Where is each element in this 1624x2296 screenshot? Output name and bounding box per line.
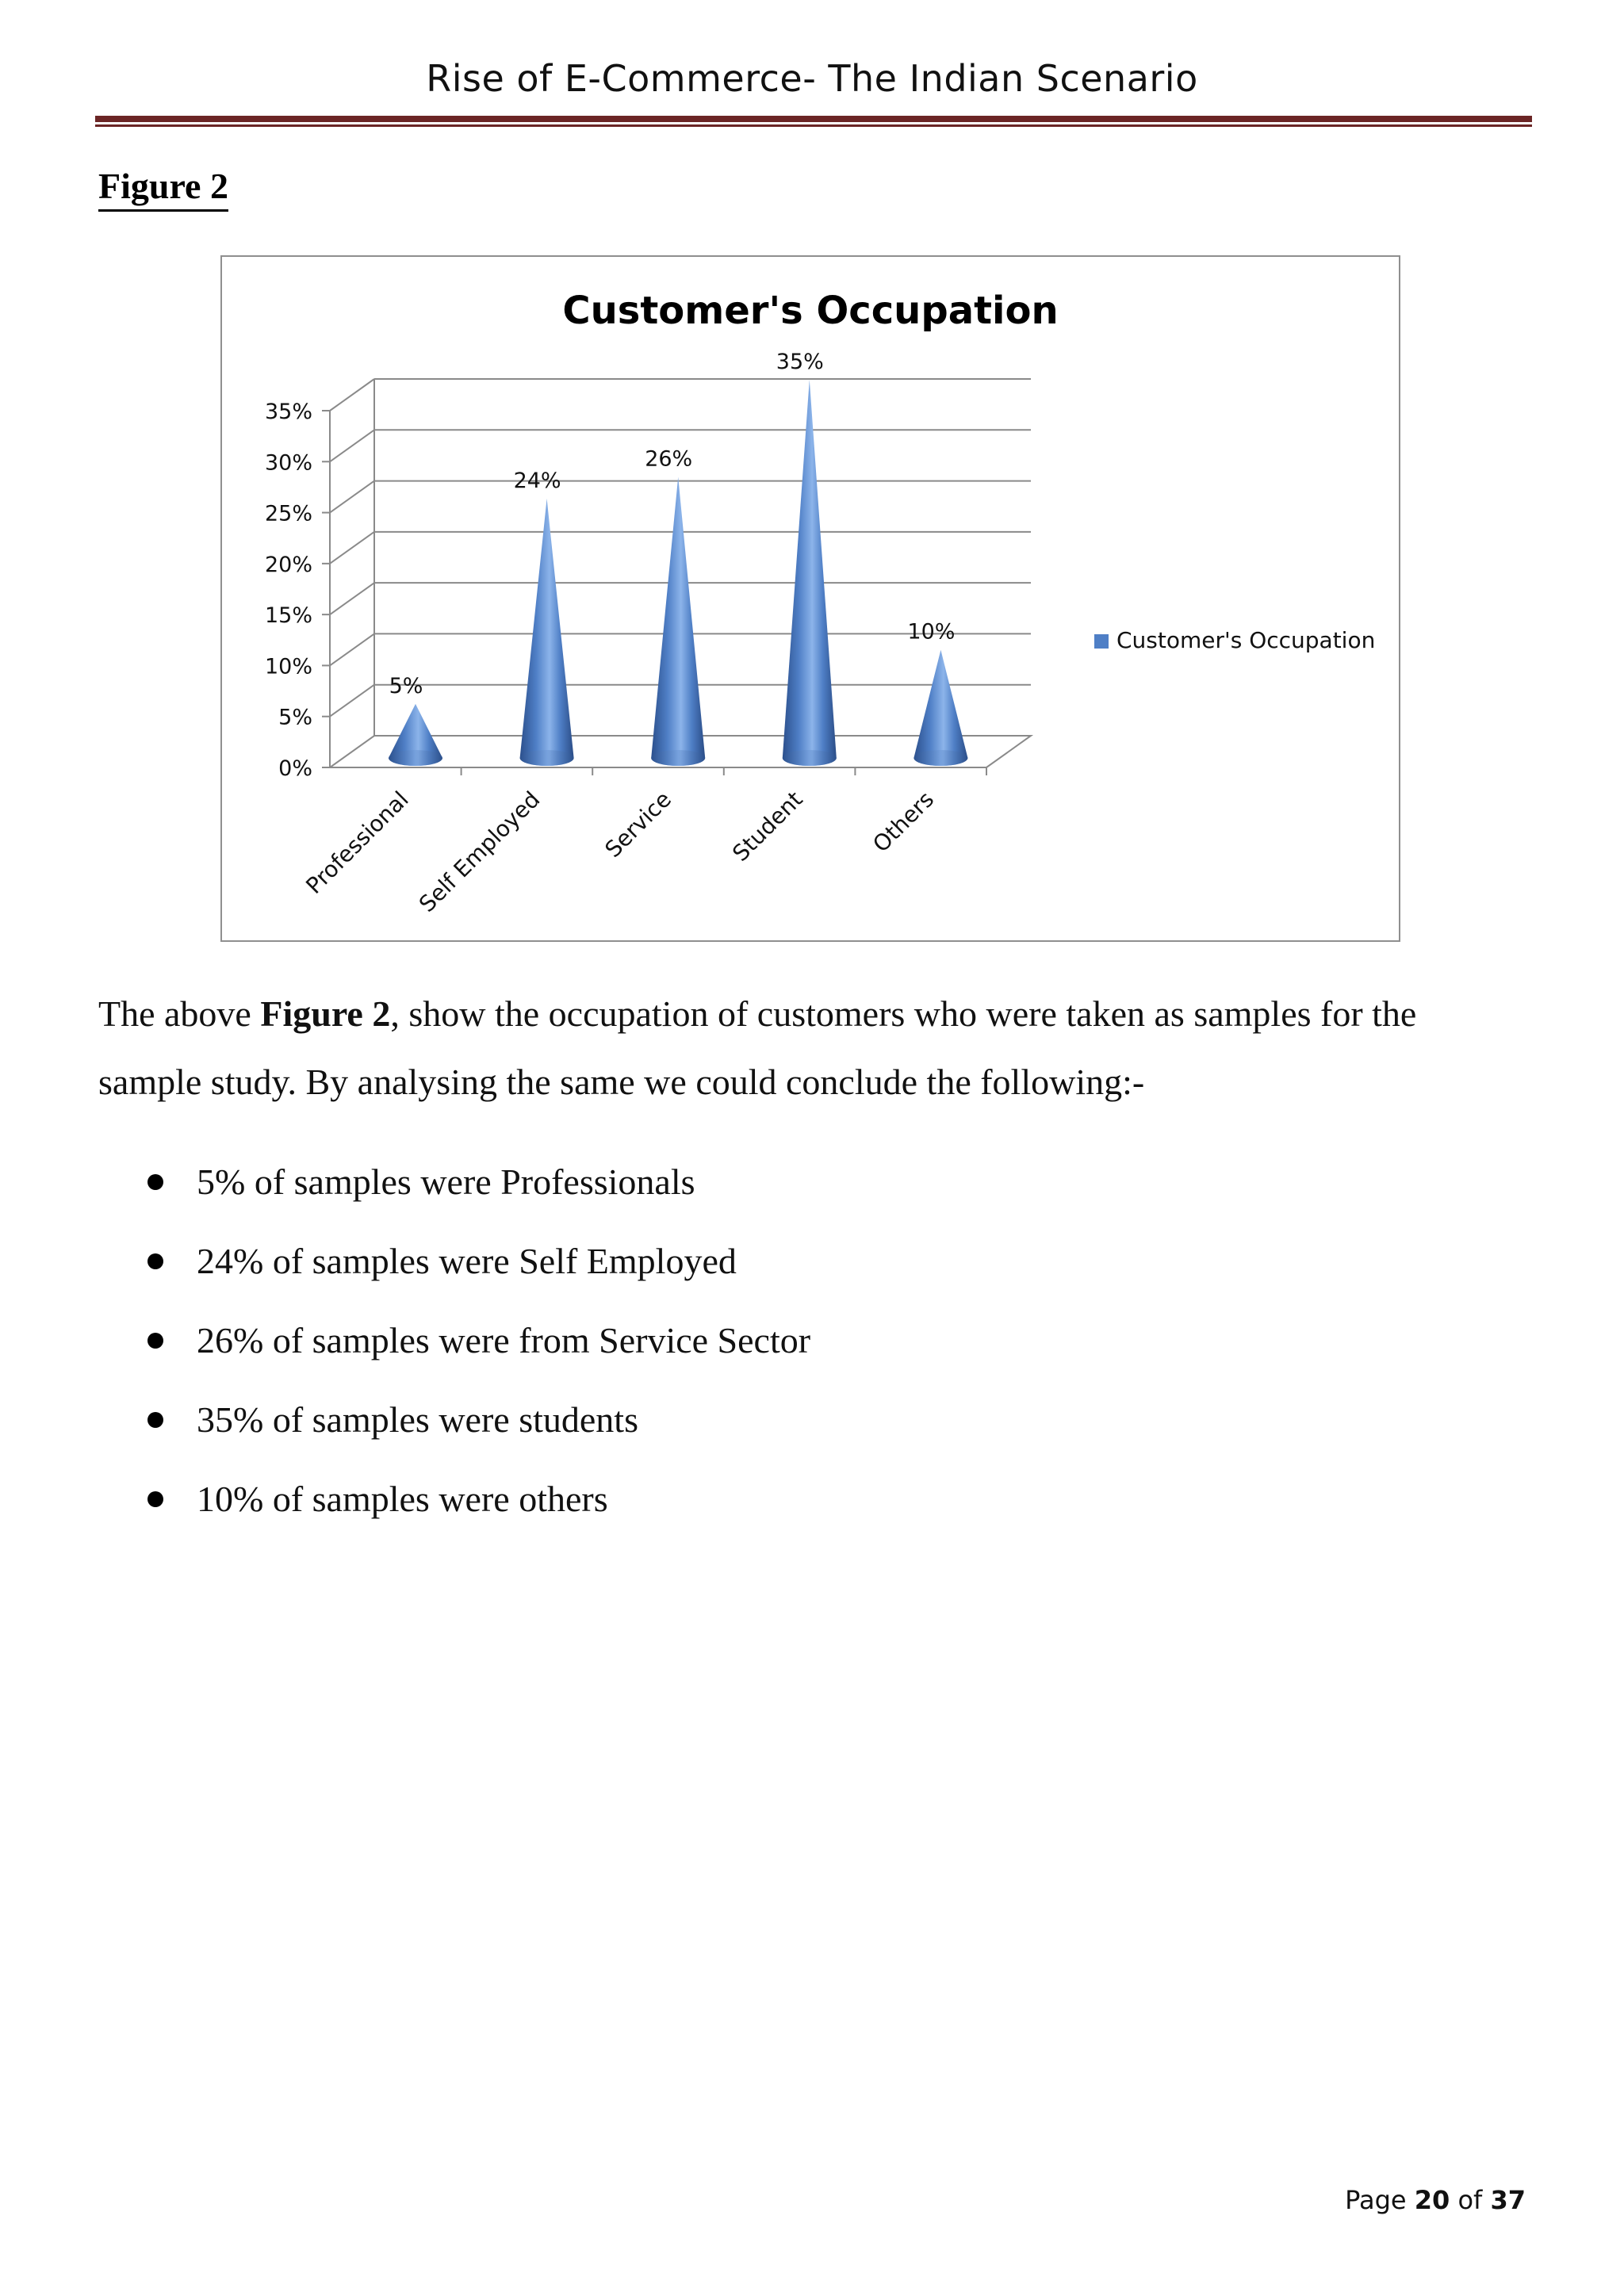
list-item [98,1307,1526,1386]
page-middle: of [1450,2185,1491,2215]
y-tick-label: 5% [278,705,312,730]
cone-base [651,750,705,766]
gridline-depth [330,481,374,513]
category-label: Student [727,786,808,867]
description-prefix: The above [98,993,261,1034]
y-tick-label: 30% [264,450,312,476]
list-item [98,1227,1526,1307]
list-item-text: 5% of samples were Professionals [197,1161,695,1202]
data-label: 26% [645,446,693,472]
bullet-icon [147,1333,163,1349]
gridline-depth [330,379,374,411]
list-item-text: 10% of samples were others [197,1479,608,1519]
current-page: 20 [1414,2185,1450,2215]
description-suffix: , show the occupation of customers who were taken as samples for the sample study. By analysing the same we could conclude the following:- [98,993,1417,1102]
chart-title: Customer's Occupation [562,289,1059,333]
data-label: 35% [776,350,824,374]
cone-base [914,750,967,766]
findings-list [98,1148,1526,1544]
category-label: Professional [301,786,414,899]
y-tick-label: 20% [264,552,312,577]
list-item-text: 35% of samples were students [197,1399,638,1440]
chart-frame [220,255,1400,942]
header-rule [95,116,1532,122]
data-label: 10% [907,619,956,645]
legend-swatch [1094,634,1109,649]
occupation-chart [222,257,1399,940]
category-label: Self Employed [414,786,546,917]
cone-bar [520,499,574,766]
cone-base [389,750,442,766]
gridline-depth [330,430,374,461]
figure-description [98,980,1526,1116]
category-label: Service [599,786,676,863]
gridline-depth [330,685,374,717]
page-prefix: Page [1345,2185,1415,2215]
list-item-text: 24% of samples were Self Employed [197,1241,737,1281]
data-label: 24% [513,468,561,493]
y-tick-label: 25% [264,501,312,526]
gridline-depth [330,532,374,564]
cone-bar [914,650,967,766]
gridline-depth [330,633,374,665]
y-tick-label: 0% [278,756,312,781]
figure-label: Figure 2 [98,163,228,212]
cone-base [783,750,837,766]
list-item [98,1148,1526,1227]
total-pages: 37 [1490,2185,1526,2215]
header-rule-thin [95,124,1532,127]
bullet-icon [147,1253,163,1269]
category-label: Others [868,786,940,858]
y-tick-label: 35% [264,400,312,424]
cone-bar [651,477,705,766]
bullet-icon [147,1491,163,1507]
gridline-depth [330,583,374,614]
y-tick-label: 15% [264,603,312,629]
list-item-text: 26% of samples were from Service Sector [197,1320,811,1360]
list-item [98,1386,1526,1465]
y-tick-label: 10% [264,654,312,679]
data-label: 5% [389,673,423,698]
cone-base [520,750,574,766]
list-item [98,1465,1526,1544]
description-figure-ref: Figure 2 [260,993,391,1034]
cone-bar [783,380,837,766]
bullet-icon [147,1412,163,1428]
bullet-icon [147,1174,163,1190]
page-number [1345,2185,1526,2215]
legend-label: Customer's Occupation [1116,627,1376,653]
page-header-title: Rise of E-Commerce- The Indian Scenario [426,57,1198,100]
